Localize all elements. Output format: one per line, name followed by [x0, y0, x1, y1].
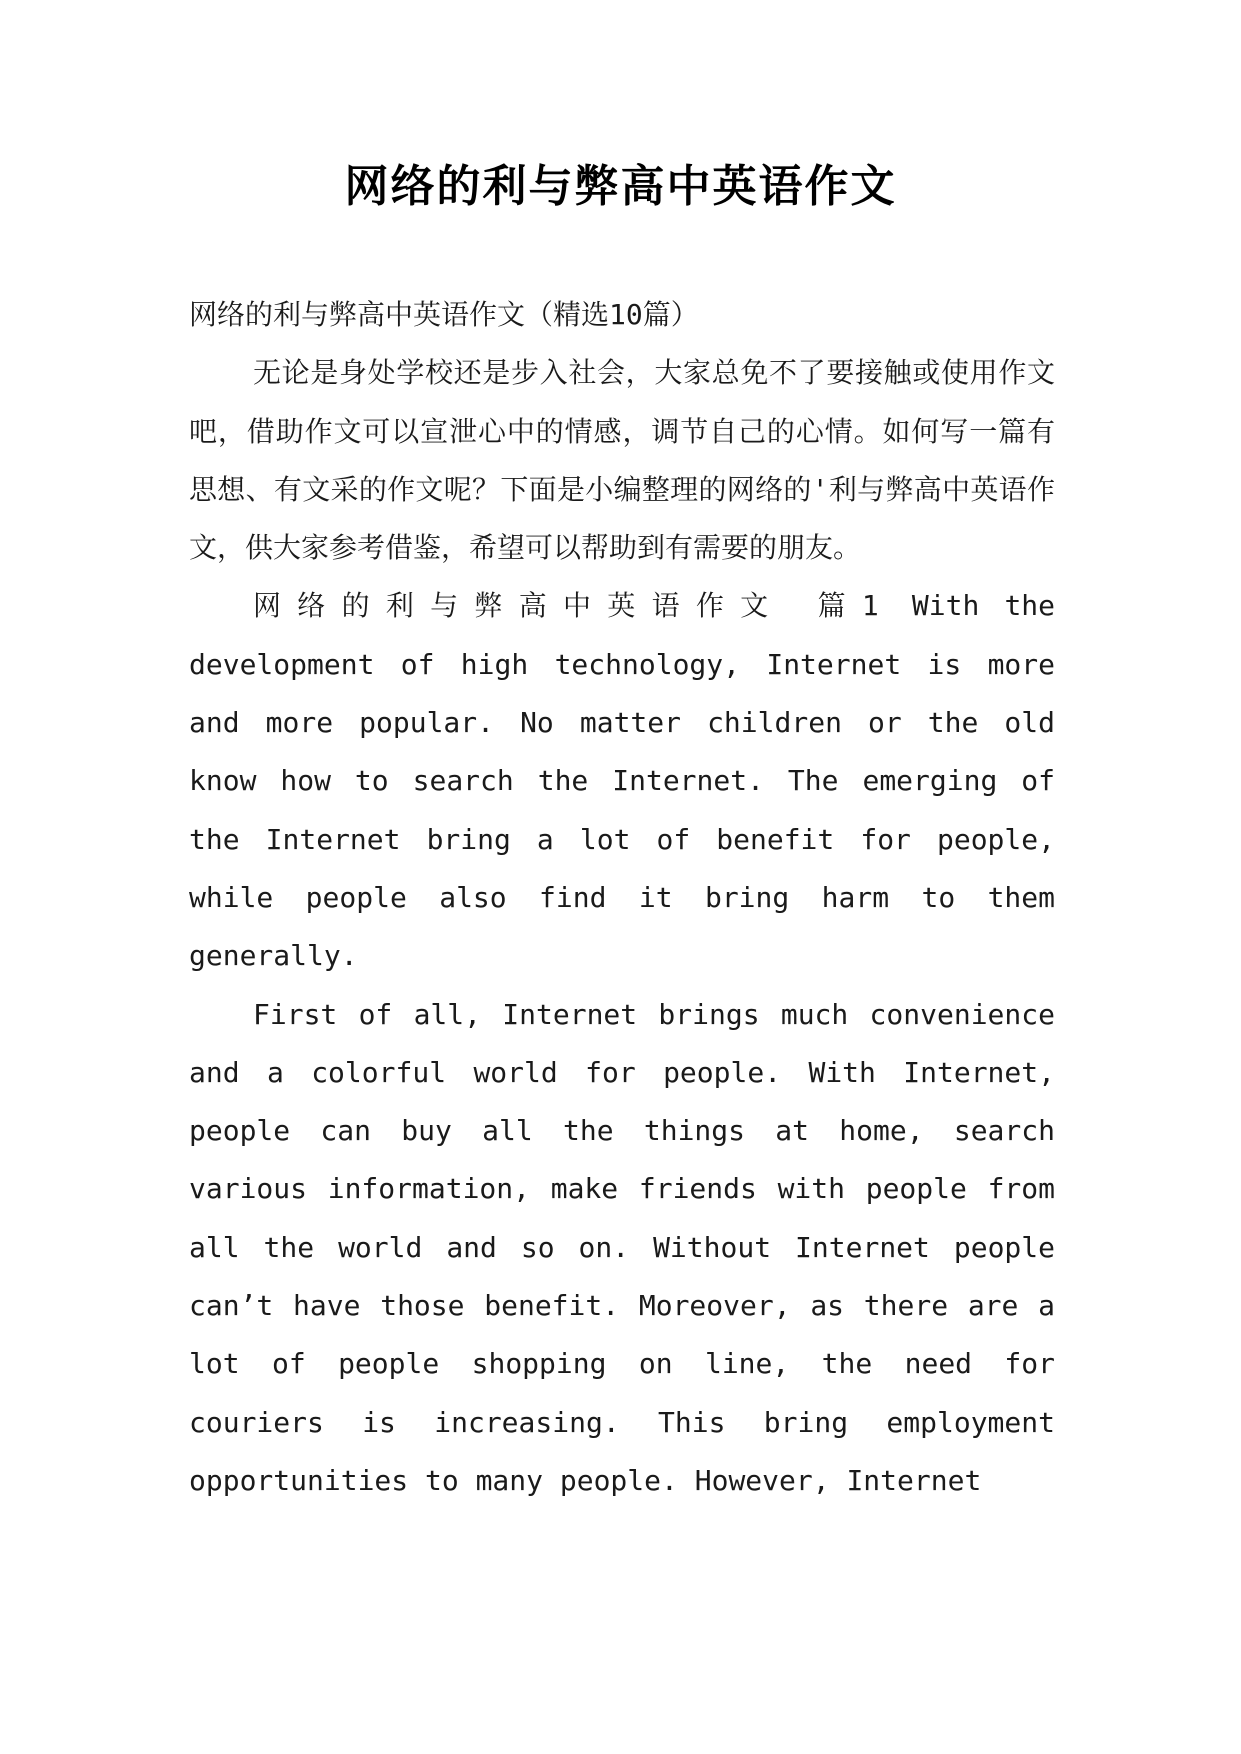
document-subtitle: 网络的利与弊高中英语作文（精选10篇） [189, 298, 699, 331]
intro-paragraph: 无论是身处学校还是步入社会，大家总免不了要接触或使用作文吧，借助作文可以宣泄心中的情感，调节自己的心情。如何写一篇有思想、有文采的作文呢？下面是小编整理的网络的'利与弊高中英语作文，供大家参考借鉴，希望可以帮助到有需要的朋友。 [189, 356, 1055, 565]
essay-paragraph-1-text: With the development of high technology, Internet is more and more popular. No matter children or the old know how to search the Internet. The emerging of the Internet bring a lot of benefit for people, while people also find it bring harm to them generally. [189, 589, 1056, 973]
essay-paragraph-1 [189, 577, 1055, 985]
document-title: 网络的利与弊高中英语作文 [344, 161, 897, 212]
section-heading: 网络的利与弊高中英语作文 篇1 [253, 589, 887, 623]
document-body [189, 286, 1055, 1510]
essay-paragraph-2: First of all, Internet brings much convenience and a colorful world for people. With Internet, people can buy all the things at home, search various information, make friends with people from all the world and so on. Without Internet people can’t have those benefit. Moreover, as there are a lot of people shopping on line, the need for couriers is increasing. This bring employment opportunities to many people. However, Internet [189, 997, 1055, 1497]
